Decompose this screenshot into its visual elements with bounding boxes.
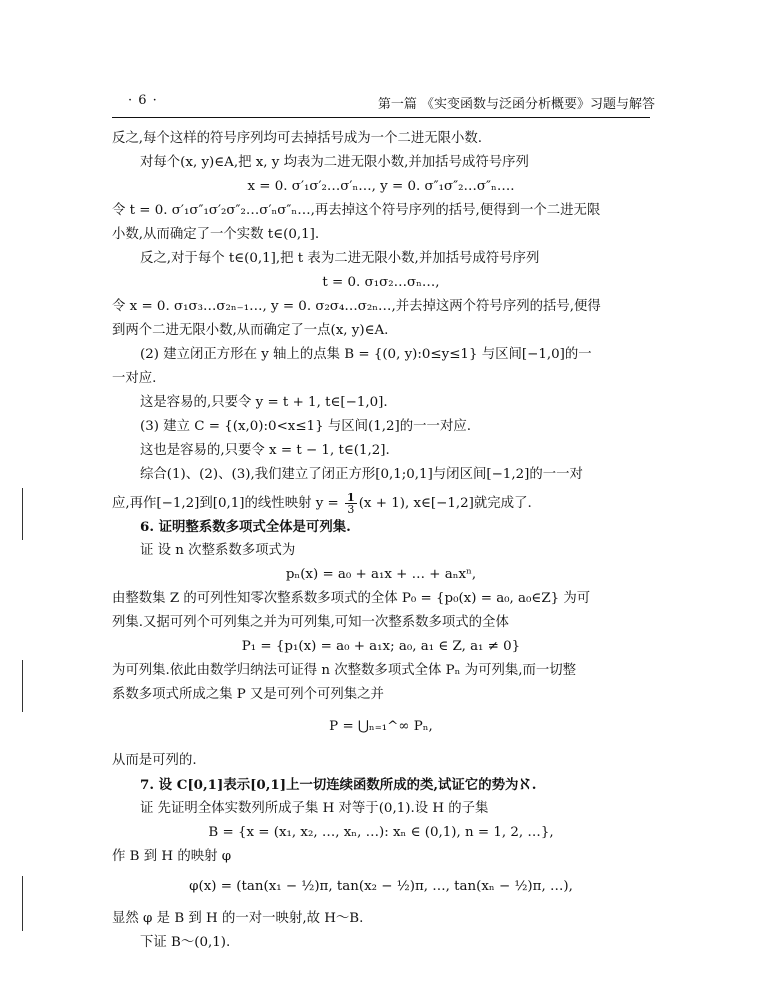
text-line: 反之,对于每个 t∈(0,1],把 t 表为二进无限小数,并加括号成符号序列 (140, 251, 540, 266)
formula-line: t = 0. σ₁σ₂…σₙ…, (322, 275, 440, 290)
formula-line: B = {x = (x₁, x₂, …, xₙ, …): xₙ ∈ (0,1), n = 1, 2, …}, (208, 825, 554, 840)
formula-line: P = ⋃ₙ₌₁^∞ Pₙ, (329, 719, 433, 734)
fraction-denominator: 3 (347, 503, 355, 516)
formula-line: pₙ(x) = a₀ + a₁x + … + aₙxⁿ, (285, 567, 477, 582)
text-line-with-fraction (112, 492, 532, 515)
margin-mark-2 (22, 660, 23, 712)
text-line: 综合(1)、(2)、(3),我们建立了闭正方形[0,1;0,1]与闭区间[−1,2]的一一对 (140, 467, 583, 482)
fraction-numerator: 1 (347, 491, 355, 504)
text-line: 这也是容易的,只要令 x = t − 1, t∈(1,2]. (140, 443, 390, 458)
fraction (345, 492, 357, 515)
problem-7-heading: 7. 设 C[0,1]表示[0,1]上一切连续函数所成的类,试证它的势为ℵ. (140, 777, 537, 793)
text-line: 从而是可列的. (112, 753, 197, 768)
text-line: (3) 建立 C = {(x,0):0<x≤1} 与区间(1,2]的一一对应. (140, 419, 471, 434)
formula-line: x = 0. σ′₁σ′₂…σ′ₙ…, y = 0. σ″₁σ″₂…σ″ₙ…. (247, 179, 515, 194)
text-line: 系数多项式所成之集 P 又是可列个可列集之并 (112, 687, 384, 702)
margin-mark-3 (22, 876, 23, 931)
text-line: 为可列集.依此由数学归纳法可证得 n 次整数多项式全体 Pₙ 为可列集,而一切整 (112, 663, 577, 678)
text-line: 列集.又据可列个可列集之并为可列集,可知一次整系数多项式的全体 (112, 615, 509, 630)
text-line: 到两个二进无限小数,从而确定了一点(x, y)∈A. (112, 323, 389, 338)
text-segment: 应,再作[−1,2]到[0,1]的线性映射 y = (112, 496, 344, 511)
formula-line: P₁ = {p₁(x) = a₀ + a₁x; a₀, a₁ ∈ Z, a₁ ≠ 0} (241, 639, 521, 654)
text-line: 一对应. (112, 371, 157, 386)
text-line: 这是容易的,只要令 y = t + 1, t∈[−1,0]. (140, 395, 388, 410)
margin-mark-1 (22, 488, 23, 540)
page-number: · 6 · (128, 93, 158, 108)
problem-6-heading: 6. 证明整系数多项式全体是可列集. (140, 519, 351, 535)
running-header-title: 第一篇 《实变函数与泛函分析概要》习题与解答 (377, 97, 655, 112)
text-line: 小数,从而确定了一个实数 t∈(0,1]. (112, 227, 320, 242)
proof-line: 证 设 n 次整系数多项式为 (140, 543, 296, 558)
text-line: 由整数集 Z 的可列性知零次整系数多项式的全体 P₀ = {p₀(x) = a₀, a₀∈Z} 为可 (112, 591, 591, 606)
text-line: 显然 φ 是 B 到 H 的一对一映射,故 H～B. (112, 911, 364, 926)
text-line: (2) 建立闭正方形在 y 轴上的点集 B = {(0, y):0≤y≤1} 与区间[−1,0]的一 (140, 347, 592, 362)
text-line: 对每个(x, y)∈A,把 x, y 均表为二进无限小数,并加括号成符号序列 (140, 155, 529, 170)
text-line: 令 x = 0. σ₁σ₃…σ₂ₙ₋₁…, y = 0. σ₂σ₄…σ₂ₙ…,并去掉这两个符号序列的括号,便得 (112, 299, 601, 314)
text-line: 反之,每个这样的符号序列均可去掉括号成为一个二进无限小数. (112, 131, 483, 146)
proof-line: 证 先证明全体实数列所成子集 H 对等于(0,1).设 H 的子集 (140, 801, 489, 816)
text-segment: (x + 1), x∈[−1,2]就完成了. (358, 496, 532, 511)
text-line: 作 B 到 H 的映射 φ (112, 849, 232, 864)
text-line: 令 t = 0. σ′₁σ″₁σ′₂σ″₂…σ′ₙσ″ₙ…,再去掉这个符号序列的括号,便得到一个二进无限 (112, 203, 601, 218)
header-rule (112, 117, 650, 118)
formula-line: φ(x) = (tan(x₁ − ½)π, tan(x₂ − ½)π, …, tan(xₙ − ½)π, …), (189, 879, 573, 894)
text-line: 下证 B～(0,1). (140, 935, 231, 950)
